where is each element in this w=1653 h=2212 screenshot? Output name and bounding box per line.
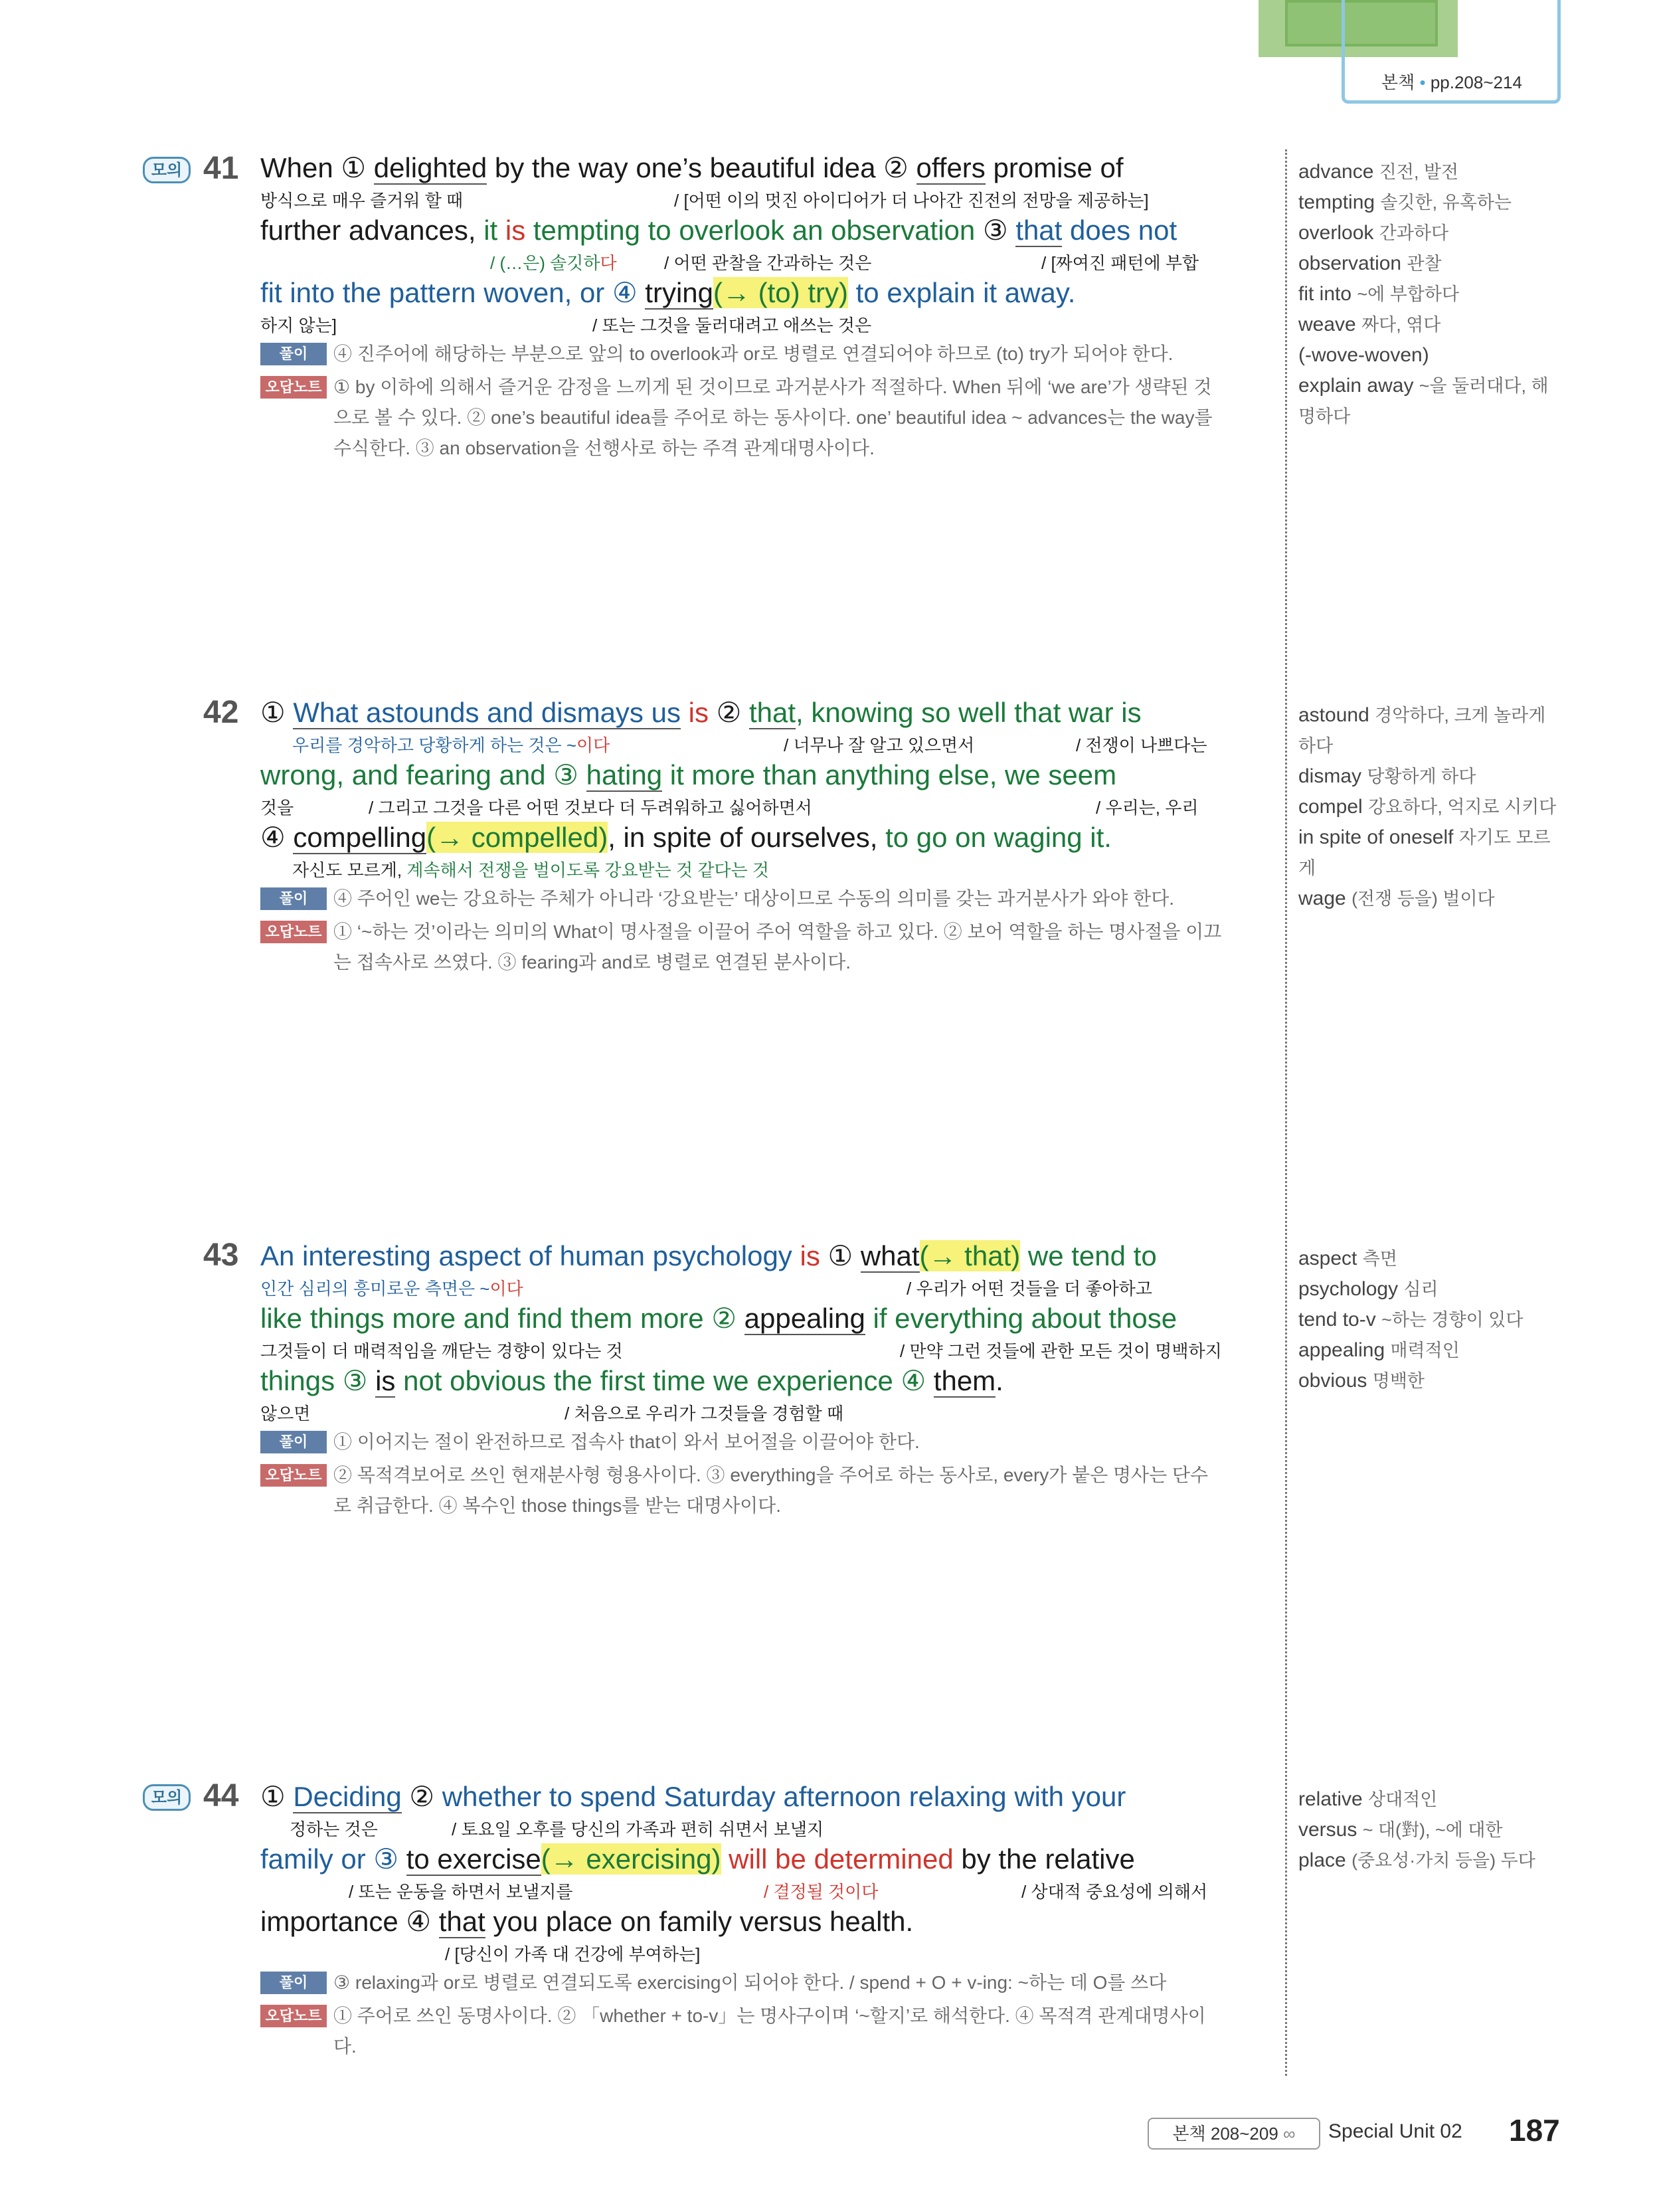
translation: / 결정될 것이다 xyxy=(764,1882,879,1902)
translation: / 상대적 중요성에 의해서 xyxy=(1021,1882,1208,1902)
sentence-line: When ① delighted by the way one’s beautiful idea ② offers promise of xyxy=(260,152,1124,183)
page-reference: 본책 • pp.208~214 xyxy=(1381,72,1522,92)
vocab-item: advance 진전, 발전 xyxy=(1298,161,1459,183)
mock-exam-badge: 모의 xyxy=(143,157,191,183)
question-number: 43 xyxy=(203,1238,239,1273)
question-number: 44 xyxy=(203,1778,239,1813)
solution-text: ③ relaxing과 or로 병렬로 연결되도록 exercising이 되어야 한다. / spend + O + v-ing: ~하는 데 O를 쓰다 xyxy=(333,1972,1167,1993)
question-number: 42 xyxy=(203,695,239,730)
solution-tag: 풀이 xyxy=(260,1972,327,1994)
sentence-line: family or ③ to exercise(→ exercising) will be determined by the relative xyxy=(260,1843,1135,1875)
sentence-line: further advances, it is tempting to overlook an observation ③ that does not xyxy=(260,215,1177,246)
translation: / 전쟁이 나쁘다는 xyxy=(1076,735,1207,755)
vocab-item: astound 경악하다, 크게 놀라게 하다 xyxy=(1298,704,1546,756)
column-divider xyxy=(1285,149,1287,2076)
wrong-answer-note-text: ① by 이하에 의해서 즐거운 감정을 느끼게 된 것이므로 과거분사가 적절하다. When 뒤에 ‘we are’가 생략된 것으로 볼 수 있다. ② one’s beautiful idea를 주어로 하는 동사이다. one’ beautiful idea ~ advances는 the way를 수식한다. ③ an observation을 선행사로 하는 주격 관계대명사이다. xyxy=(333,377,1213,458)
translation: 것을 xyxy=(260,798,294,818)
vocab-item: relative 상대적인 xyxy=(1298,1788,1438,1810)
solution-tag: 풀이 xyxy=(260,343,327,365)
sentence-line: An interesting aspect of human psychology is ① what(→ that) we tend to xyxy=(260,1240,1157,1271)
vocab-item: weave 짜다, 엮다 xyxy=(1298,314,1441,335)
translation: 우리를 경악하고 당황하게 하는 것은 ~이다 xyxy=(292,735,610,755)
sentence-line: ① What astounds and dismays us is ② that, knowing so well that war is xyxy=(260,697,1142,728)
vocab-item: fit into ~에 부합하다 xyxy=(1298,283,1460,305)
wrong-answer-note-text: ② 목적격보어로 쓰인 현재분사형 형용사이다. ③ everything을 주어로 하는 동사로, every가 붙은 명사는 단수로 취급한다. ④ 복수인 those things를 받는 대명사이다. xyxy=(333,1465,1209,1516)
solution-text: ① 이어지는 절이 완전하므로 접속사 that이 와서 보어절을 이끌어야 한다. xyxy=(333,1431,920,1452)
translation: 자신도 모르게, 계속해서 전쟁을 벌이도록 강요받는 것 같다는 것 xyxy=(292,860,770,880)
translation: / [짜여진 패턴에 부합 xyxy=(1041,253,1199,273)
vocabulary-list xyxy=(1298,157,1557,432)
translation: / (…은) 솔깃하다 xyxy=(490,253,617,273)
vocab-item: wage (전쟁 등을) 벌이다 xyxy=(1298,887,1495,909)
translation: / 또는 그것을 둘러대려고 애쓰는 것은 xyxy=(592,316,872,335)
solution-tag: 풀이 xyxy=(260,887,327,910)
sentence-line: importance ④ that you place on family versus health. xyxy=(260,1906,914,1937)
footer-unit: Special Unit 02 xyxy=(1328,2120,1462,2142)
translation: / 너무나 잘 알고 있으면서 xyxy=(784,735,975,755)
sentence-line: things ③ is not obvious the first time we experience ④ them. xyxy=(260,1365,1003,1396)
vocabulary-list xyxy=(1298,1784,1557,1876)
translation: 인간 심리의 흥미로운 측면은 ~이다 xyxy=(260,1279,523,1299)
vocab-item: dismay 당황하게 하다 xyxy=(1298,765,1476,787)
translation: / 처음으로 우리가 그것들을 경험할 때 xyxy=(565,1404,844,1424)
vocab-item: versus ~ 대(對), ~에 대한 xyxy=(1298,1819,1503,1841)
footer-book-reference: 본책 208~209 ∞ xyxy=(1148,2118,1320,2150)
question-number: 41 xyxy=(203,151,239,186)
translation: 방식으로 매우 즐거워 할 때 xyxy=(260,191,464,211)
vocab-item: place (중요성·가치 등을) 두다 xyxy=(1298,1849,1535,1871)
vocab-item: explain away ~을 둘러대다, 해명하다 xyxy=(1298,375,1549,426)
vocab-item: aspect 측면 xyxy=(1298,1247,1397,1269)
vocab-item: tend to-v ~하는 경향이 있다 xyxy=(1298,1309,1523,1331)
translation: 그것들이 더 매력적임을 깨닫는 경향이 있다는 것 xyxy=(260,1341,623,1361)
wrong-answer-note-text: ① ‘~하는 것’이라는 의미의 What이 명사절을 이끌어 주어 역할을 하고 있다. ② 보어 역할을 하는 명사절을 이끄는 접속사로 쓰였다. ③ fearing과 and로 병렬로 연결된 분사이다. xyxy=(333,921,1222,972)
link-icon: ∞ xyxy=(1283,2124,1296,2144)
solution-tag: 풀이 xyxy=(260,1431,327,1453)
vocab-item: (-wove-woven) xyxy=(1298,344,1429,366)
vocab-item: appealing 매력적인 xyxy=(1298,1339,1460,1361)
vocabulary-list xyxy=(1298,700,1557,914)
translation: 하지 않는] xyxy=(260,316,337,335)
translation: / 그리고 그것을 다른 어떤 것보다 더 두려워하고 싫어하면서 xyxy=(369,798,812,818)
translation: / 또는 운동을 하면서 보낼지를 xyxy=(349,1882,573,1902)
translation: / 우리가 어떤 것들을 더 좋아하고 xyxy=(907,1279,1152,1299)
translation: 정하는 것은 xyxy=(290,1819,378,1839)
page-number: 187 xyxy=(1509,2113,1560,2148)
sentence-line: wrong, and fearing and ③ hating it more than anything else, we seem xyxy=(260,759,1117,790)
translation: / [당신이 가족 대 건강에 부여하는] xyxy=(445,1944,701,1964)
wrong-answer-note-text: ① 주어로 쓰인 동명사이다. ② 「whether + to-v」는 명사구이며 ‘~할지’로 해석한다. ④ 목적격 관계대명사이다. xyxy=(333,2005,1206,2057)
vocab-item: compel 강요하다, 억지로 시키다 xyxy=(1298,796,1557,818)
translation: / 만약 그런 것들에 관한 모든 것이 명백하지 xyxy=(900,1341,1222,1361)
wrong-answer-note-tag: 오답노트 xyxy=(260,376,327,399)
wrong-answer-note-tag: 오답노트 xyxy=(260,1464,327,1487)
sentence-line: ① Deciding ② whether to spend Saturday afternoon relaxing with your xyxy=(260,1781,1126,1812)
sentence-line: ④ compelling(→ compelled), in spite of ourselves, to go on waging it. xyxy=(260,822,1112,853)
sentence-line: like things more and find them more ② appealing if everything about those xyxy=(260,1303,1177,1334)
translation: / [어떤 이의 멋진 아이디어가 더 나아간 진전의 전망을 제공하는] xyxy=(674,191,1149,211)
vocab-item: obvious 명백한 xyxy=(1298,1370,1425,1392)
translation: 않으면 xyxy=(260,1404,311,1424)
translation: / 토요일 오후를 당신의 가족과 편히 쉬면서 보낼지 xyxy=(452,1819,824,1839)
vocab-item: in spite of oneself 자기도 모르게 xyxy=(1298,826,1551,878)
translation: / 우리는, 우리 xyxy=(1096,798,1199,818)
mock-exam-badge: 모의 xyxy=(143,1784,191,1811)
vocab-item: psychology 심리 xyxy=(1298,1278,1438,1300)
wrong-answer-note-tag: 오답노트 xyxy=(260,921,327,943)
vocabulary-list xyxy=(1298,1244,1557,1396)
vocab-item: overlook 간과하다 xyxy=(1298,222,1449,244)
vocab-item: tempting 솔깃한, 유혹하는 xyxy=(1298,191,1512,213)
sentence-line: fit into the pattern woven, or ④ trying(→ (to) try) to explain it away. xyxy=(260,277,1076,308)
vocab-item: observation 관찰 xyxy=(1298,252,1442,274)
translation: / 어떤 관찰을 간과하는 것은 xyxy=(664,253,872,273)
solution-text: ④ 진주어에 해당하는 부분으로 앞의 to overlook과 or로 병렬로 연결되어야 하므로 (to) try가 되어야 한다. xyxy=(333,343,1174,364)
solution-text: ④ 주어인 we는 강요하는 주체가 아니라 ‘강요받는’ 대상이므로 수동의 의미를 갖는 과거분사가 와야 한다. xyxy=(333,888,1175,909)
wrong-answer-note-tag: 오답노트 xyxy=(260,2005,327,2027)
